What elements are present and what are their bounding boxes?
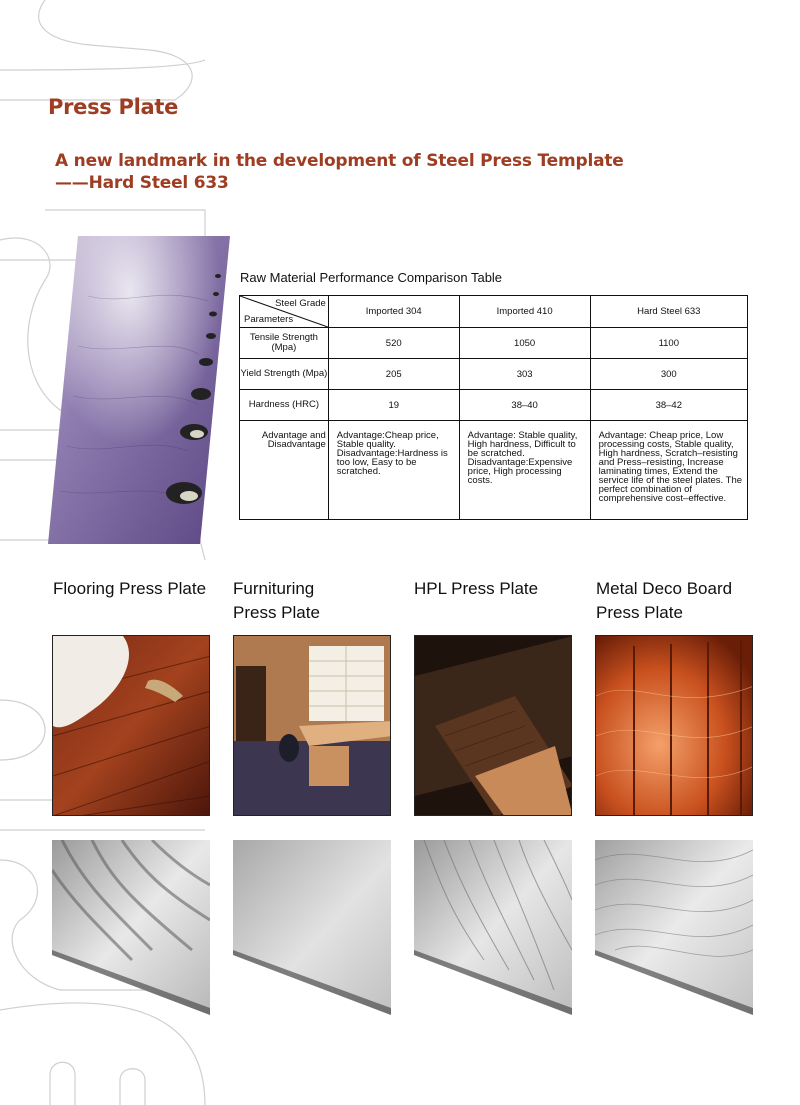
category-title-line: Metal Deco Board <box>596 579 733 598</box>
table-cell: 1050 <box>459 328 590 359</box>
category-title-line: Press Plate <box>596 603 683 622</box>
category-title-furnituring <box>233 577 320 625</box>
column-header: Hard Steel 633 <box>590 296 747 328</box>
hpl-photo <box>414 635 572 816</box>
table-cell: 520 <box>328 328 459 359</box>
row-parameter-label: Tensile Strength (Mpa) <box>240 328 329 359</box>
table-cell: 38–42 <box>590 390 747 421</box>
category-title-flooring <box>53 577 206 601</box>
table-cell: Advantage: Cheap price, Low processing costs, Stable quality, High hardness, Scratch–resisting and Press–resisting, Increase laminating times, Extend the service life of the steel plates. The perfect combination of comprehensive cost–effective. <box>590 421 747 520</box>
table-row <box>240 328 748 359</box>
flooring-photo <box>52 635 210 816</box>
row-parameter-label: Hardness (HRC) <box>240 390 329 421</box>
flooring-plate-sample <box>52 840 210 1015</box>
category-title-hpl <box>414 577 538 601</box>
metal-deco-plate-sample <box>595 840 753 1015</box>
subtitle <box>55 150 624 194</box>
comparison-table <box>239 295 748 520</box>
page-title: Press Plate <box>48 95 179 119</box>
table-header-row <box>240 296 748 328</box>
furnituring-plate-sample <box>233 840 391 1015</box>
category-title-metal-deco <box>596 577 732 625</box>
row-parameter-label: Advantage and Disadvantage <box>240 421 329 520</box>
metal-deco-photo <box>595 635 753 816</box>
column-header: Imported 410 <box>459 296 590 328</box>
table-cell: Advantage: Stable quality, High hardness, Difficult to be scratched. Disadvantage:Expensive price, High processing costs. <box>459 421 590 520</box>
table-corner-cell <box>240 296 329 328</box>
subtitle-line-2: ——Hard Steel 633 <box>55 173 229 193</box>
hero-press-plate-image <box>48 236 230 544</box>
category-title-line: Press Plate <box>233 603 320 622</box>
table-cell: Advantage:Cheap price, Stable quality. Disadvantage:Hardness is too low, Easy to be scratched. <box>328 421 459 520</box>
table-cell: 19 <box>328 390 459 421</box>
corner-label-steel-grade: Steel Grade <box>275 298 326 309</box>
table-cell: 300 <box>590 359 747 390</box>
column-header: Imported 304 <box>328 296 459 328</box>
table-cell: 303 <box>459 359 590 390</box>
table-row <box>240 390 748 421</box>
hpl-plate-sample <box>414 840 572 1015</box>
corner-label-parameters: Parameters <box>244 314 294 325</box>
table-cell: 1100 <box>590 328 747 359</box>
table-row-advantage <box>240 421 748 520</box>
category-title-line: Furnituring <box>233 579 315 598</box>
row-parameter-label: Yield Strength (Mpa) <box>240 359 329 390</box>
table-row <box>240 359 748 390</box>
category-title-line: Flooring Press Plate <box>53 579 207 598</box>
table-cell: 38–40 <box>459 390 590 421</box>
furnituring-photo <box>233 635 391 816</box>
category-title-line: HPL Press Plate <box>414 579 539 598</box>
subtitle-line-1: A new landmark in the development of Steel Press Template <box>55 151 624 171</box>
table-cell: 205 <box>328 359 459 390</box>
table-caption: Raw Material Performance Comparison Table <box>240 270 503 285</box>
